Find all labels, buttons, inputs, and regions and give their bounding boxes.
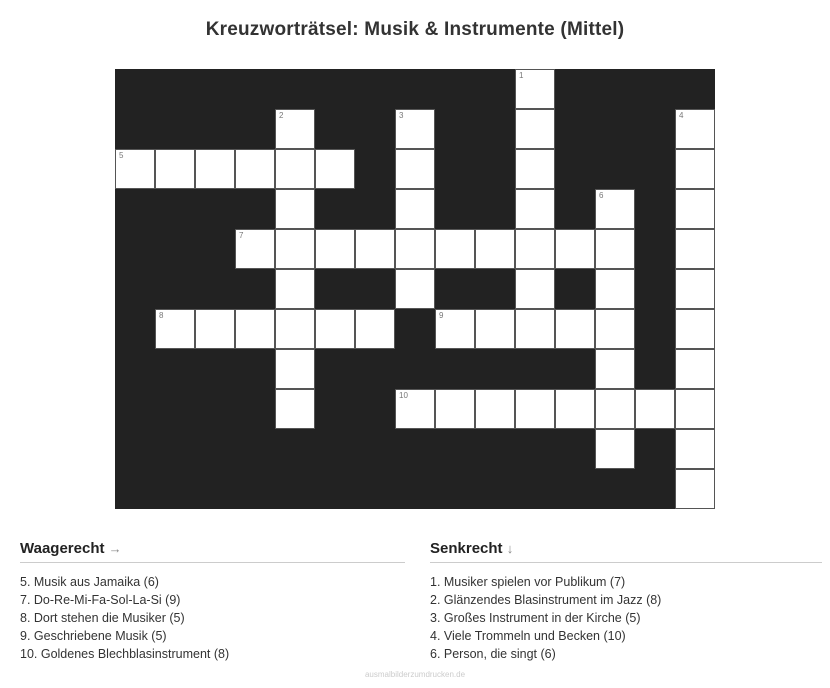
grid-cell[interactable] — [515, 389, 555, 429]
down-heading — [430, 540, 822, 563]
grid-cell[interactable] — [475, 389, 515, 429]
grid-cell[interactable] — [395, 229, 435, 269]
grid-cell[interactable] — [355, 229, 395, 269]
down-section — [430, 540, 822, 663]
grid-cell[interactable] — [315, 229, 355, 269]
down-title: Senkrecht — [430, 540, 503, 557]
grid-cell[interactable] — [155, 309, 195, 349]
clue-item: 1. Musiker spielen vor Publikum (7) — [430, 575, 626, 589]
across-clue-list — [20, 573, 405, 663]
grid-cell[interactable] — [315, 309, 355, 349]
grid-cell[interactable] — [675, 229, 715, 269]
grid-cell[interactable] — [515, 229, 555, 269]
grid-cell[interactable] — [675, 189, 715, 229]
grid-cell[interactable] — [555, 389, 595, 429]
cell-number: 6 — [599, 191, 604, 200]
across-heading — [20, 540, 405, 563]
cell-number: 10 — [399, 391, 408, 400]
grid-cell[interactable] — [235, 229, 275, 269]
down-clue-list — [430, 573, 822, 663]
grid-cell[interactable] — [595, 429, 635, 469]
grid-cell[interactable] — [515, 309, 555, 349]
clue-item: 10. Goldenes Blechblasinstrument (8) — [20, 647, 230, 661]
grid-cell[interactable] — [595, 309, 635, 349]
page-title: Kreuzworträtsel: Musik & Instrumente (Mittel) — [205, 19, 625, 40]
clue-item: 7. Do-Re-Mi-Fa-Sol-La-Si (9) — [20, 593, 181, 607]
clue-item: 9. Geschriebene Musik (5) — [20, 629, 167, 643]
grid-cell[interactable] — [435, 309, 475, 349]
grid-cell[interactable] — [275, 109, 315, 149]
crossword-grid — [115, 69, 715, 509]
grid-cell[interactable] — [395, 109, 435, 149]
cell-number: 7 — [239, 231, 244, 240]
clue-item: 6. Person, die singt (6) — [430, 647, 556, 661]
grid-cell[interactable] — [275, 189, 315, 229]
grid-cell[interactable] — [555, 229, 595, 269]
cell-number: 1 — [519, 71, 524, 80]
grid-cell[interactable] — [195, 309, 235, 349]
clue-item: 3. Großes Instrument in der Kirche (5) — [430, 611, 641, 625]
grid-cell[interactable] — [595, 189, 635, 229]
grid-cell[interactable] — [635, 389, 675, 429]
grid-cell[interactable] — [395, 189, 435, 229]
grid-cell[interactable] — [675, 309, 715, 349]
grid-cell[interactable] — [115, 149, 155, 189]
grid-cell[interactable] — [155, 149, 195, 189]
cell-number: 8 — [159, 311, 164, 320]
across-section — [20, 540, 405, 663]
grid-cell[interactable] — [675, 269, 715, 309]
grid-cell[interactable] — [675, 109, 715, 149]
grid-cell[interactable] — [275, 149, 315, 189]
grid-cell[interactable] — [475, 229, 515, 269]
clue-item: 2. Glänzendes Blasinstrument im Jazz (8) — [430, 593, 662, 607]
grid-cell[interactable] — [195, 149, 235, 189]
grid-cell[interactable] — [315, 149, 355, 189]
grid-cell[interactable] — [675, 469, 715, 509]
grid-cell[interactable] — [275, 349, 315, 389]
grid-cell[interactable] — [435, 229, 475, 269]
grid-cell[interactable] — [675, 389, 715, 429]
cell-number: 2 — [279, 111, 284, 120]
grid-cell[interactable] — [515, 189, 555, 229]
grid-cell[interactable] — [235, 149, 275, 189]
grid-cell[interactable] — [275, 309, 315, 349]
grid-cell[interactable] — [275, 229, 315, 269]
clue-item: 8. Dort stehen die Musiker (5) — [20, 611, 185, 625]
grid-cell[interactable] — [595, 229, 635, 269]
grid-cell[interactable] — [395, 389, 435, 429]
grid-cell[interactable] — [515, 149, 555, 189]
cell-number: 4 — [679, 111, 684, 120]
clue-item: 4. Viele Trommeln und Becken (10) — [430, 629, 626, 643]
right-arrow-icon: → — [108, 541, 122, 556]
down-arrow-icon: ↓ — [506, 541, 514, 556]
footer-watermark: ausmalbilderzumdrucken.de — [364, 670, 466, 679]
cell-number: 5 — [119, 151, 124, 160]
grid-cell[interactable] — [675, 349, 715, 389]
grid-cell[interactable] — [475, 309, 515, 349]
grid-cell[interactable] — [435, 389, 475, 429]
cell-number: 9 — [439, 311, 444, 320]
grid-cell[interactable] — [515, 69, 555, 109]
grid-cell[interactable] — [275, 269, 315, 309]
grid-cell[interactable] — [275, 389, 315, 429]
grid-cell[interactable] — [395, 269, 435, 309]
grid-cell[interactable] — [595, 349, 635, 389]
grid-cell[interactable] — [515, 269, 555, 309]
across-title: Waagerecht — [20, 540, 105, 557]
grid-cell[interactable] — [555, 309, 595, 349]
grid-cell[interactable] — [595, 389, 635, 429]
grid-cell[interactable] — [355, 309, 395, 349]
grid-cell[interactable] — [675, 429, 715, 469]
grid-cell[interactable] — [235, 309, 275, 349]
cell-number: 3 — [399, 111, 404, 120]
grid-cell[interactable] — [595, 269, 635, 309]
grid-cell[interactable] — [515, 109, 555, 149]
grid-cell[interactable] — [675, 149, 715, 189]
grid-cell[interactable] — [395, 149, 435, 189]
clue-item: 5. Musik aus Jamaika (6) — [20, 575, 159, 589]
